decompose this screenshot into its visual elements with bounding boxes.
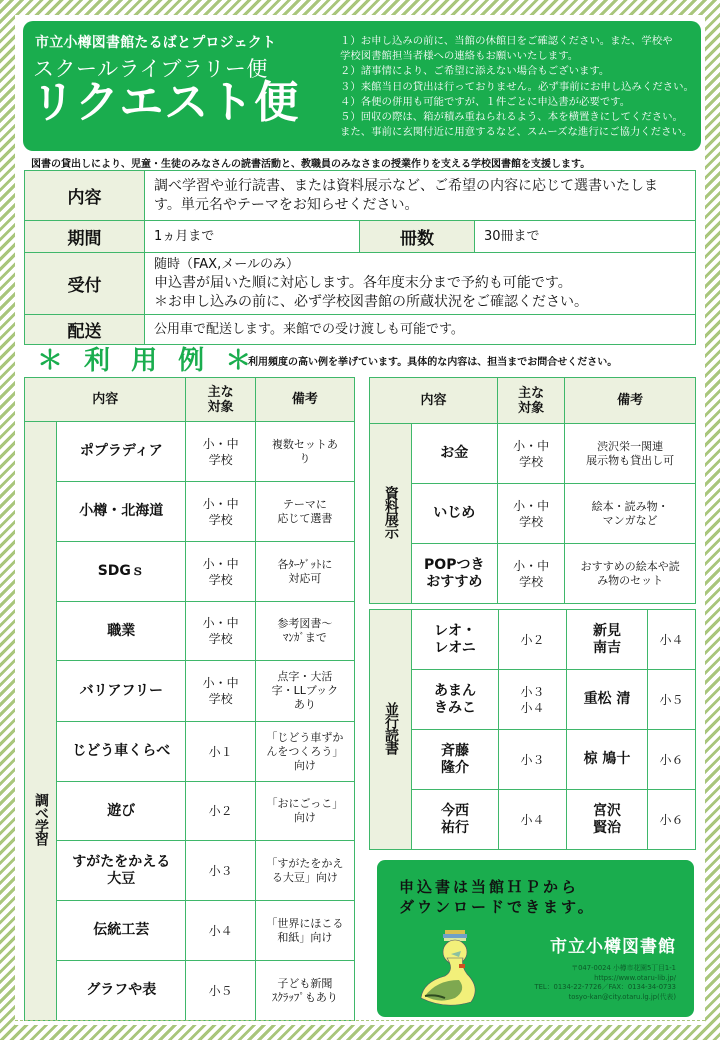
note-line: ４）各便の併用も可能ですが、１件ごとに申込書が必要です。 [340, 95, 631, 108]
target-grade: 小３ [499, 730, 567, 790]
section-note: 利用頻度の高い例を挙げています。具体的な内容は、担当までお問合せください。 [248, 357, 618, 368]
category-research-text: 調べ学習 [33, 793, 50, 845]
info-table [24, 170, 696, 345]
table-row [370, 670, 696, 730]
divider [15, 1020, 705, 1021]
download-message [399, 877, 596, 917]
library-name: 市立小樽図書館 [550, 937, 676, 957]
remarks: 「すがたをかえ る大豆」向け [255, 841, 354, 901]
col-header-target [497, 378, 564, 424]
target-grade: 小・中 学校 [186, 482, 255, 542]
topic-name: じどう車くらべ [57, 722, 186, 782]
target-grade: 小・中 学校 [186, 602, 255, 661]
research-table [24, 377, 355, 1021]
topic-name: POPつき おすすめ [411, 544, 497, 604]
topic-name: 職業 [57, 602, 186, 661]
topic-name: バリアフリー [57, 661, 186, 722]
category-parallel [370, 610, 412, 850]
phone-fax: TEL：0134-22-7726／FAX：0134-34-0733 [534, 983, 676, 992]
exhibit-table [369, 377, 696, 604]
count-value: 30冊まで [475, 221, 696, 253]
table-row [370, 484, 696, 544]
target-grade: 小・中 学校 [186, 542, 255, 602]
target-grade: 小・中 学校 [497, 424, 564, 484]
period-value: 1ヵ月まで [145, 221, 360, 253]
table-row [25, 542, 355, 602]
author-name: 新見 南吉 [567, 610, 648, 670]
remarks: 点字・大活 字・LLブック あり [255, 661, 354, 722]
target-grade: 小５ [648, 670, 696, 730]
target-grade: 小・中 学校 [497, 544, 564, 604]
col-header-remarks: 備考 [565, 378, 696, 424]
category-exhibit-text: 資料展示 [382, 485, 399, 538]
reception-value [145, 253, 696, 315]
col-header-content: 内容 [25, 378, 186, 422]
table-row [25, 961, 355, 1021]
category-parallel-text: 並行読書 [383, 701, 399, 754]
author-name: 椋 鳩十 [567, 730, 648, 790]
content-value [145, 171, 696, 221]
header-banner [23, 21, 701, 151]
page-title: リクエスト便 [31, 77, 300, 128]
topic-name: 遊び [57, 782, 186, 841]
target-grade: 小４ [499, 790, 567, 850]
table-row [370, 790, 696, 850]
header-line: 対象 [207, 399, 234, 415]
note-line: ２）諸事情により、ご希望に添えない場合もございます。 [340, 65, 610, 78]
content-line: 調べ学習や並行読書、または資料展示など、ご希望の内容に応じて選書いたしま [154, 177, 658, 194]
section-title: ＊ 利 用 例 ＊ [37, 346, 258, 376]
download-box [377, 860, 694, 1017]
topic-name: SDGｓ [57, 542, 186, 602]
col-header-content: 内容 [370, 378, 498, 424]
target-grade: 小４ [648, 610, 696, 670]
content-label: 内容 [25, 171, 145, 221]
note-line: ５）回収の際は、箱が積み重ねられるよう、本を横置きにしてください。 [340, 111, 683, 124]
topic-name: グラフや表 [57, 961, 186, 1021]
message-line: ダウンロードできます。 [399, 898, 596, 916]
reception-line: 随時（FAX,メールのみ） [154, 257, 299, 272]
author-name: 斉藤 隆介 [412, 730, 499, 790]
table-row [370, 610, 696, 670]
period-label: 期間 [25, 221, 145, 253]
contact-info [534, 964, 676, 1002]
duck-mascot-icon [415, 928, 485, 1010]
table-row [25, 422, 355, 482]
count-label: 冊数 [360, 221, 475, 253]
note-line: ３）来館当日の貸出は行っておりません。必ず事前にお申し込みください。 [340, 80, 694, 93]
table-row [25, 482, 355, 542]
note-line: 学校図書館担当者様への連絡もお願いいたします。 [340, 50, 579, 63]
service-subtitle: スクールライブラリー便 [33, 57, 268, 81]
author-name: 宮沢 賢治 [567, 790, 648, 850]
tagline: 図書の貸出しにより、児童・生徒のみなさんの読書活動と、教職員のみなさまの授業作りを支える学校図書館を支援します。 [31, 159, 591, 170]
topic-name: いじめ [411, 484, 497, 544]
remarks: 「世界にほこる 和紙」向け [255, 901, 354, 961]
remarks: 複数セットあ り [255, 422, 354, 482]
header-line: 主な [518, 385, 545, 401]
topic-name: お金 [411, 424, 497, 484]
col-header-target [186, 378, 255, 422]
table-row [370, 730, 696, 790]
target-grade: 小２ [499, 610, 567, 670]
target-grade: 小３ 小４ [499, 670, 567, 730]
remarks: 絵本・読み物・ マンガなど [565, 484, 696, 544]
category-exhibit [370, 424, 412, 604]
target-grade: 小３ [186, 841, 255, 901]
topic-name: 小樽・北海道 [57, 482, 186, 542]
target-grade: 小６ [648, 790, 696, 850]
remarks: 渋沢栄一関連 展示物も貸出し可 [565, 424, 696, 484]
reception-line: ＊お申し込みの前に、必ず学校図書館の所蔵状況をご確認ください。 [154, 294, 588, 310]
header-line: 主な [207, 384, 234, 400]
author-name: あまん きみこ [412, 670, 499, 730]
target-grade: 小１ [186, 722, 255, 782]
table-row [25, 722, 355, 782]
author-name: レオ・ レオニ [412, 610, 499, 670]
table-row [370, 424, 696, 484]
remarks: 「おにごっこ」 向け [255, 782, 354, 841]
remarks: 「じどう車ずか んをつくろう」 向け [255, 722, 354, 782]
table-row [25, 901, 355, 961]
address: 〒047-0024 小樽市花園5丁目1-1 [571, 964, 676, 972]
category-research [25, 422, 57, 1021]
table-row [370, 544, 696, 604]
note-line: １）お申し込みの前に、当館の休館日をご確認ください。また、学校や [340, 35, 673, 47]
reception-label: 受付 [25, 253, 145, 315]
author-name: 今西 祐行 [412, 790, 499, 850]
parallel-reading-table [369, 609, 696, 850]
col-header-remarks: 備考 [255, 378, 354, 422]
target-grade: 小・中 学校 [186, 661, 255, 722]
topic-name: ポプラディア [57, 422, 186, 482]
header-line: 対象 [518, 400, 545, 416]
target-grade: 小４ [186, 901, 255, 961]
author-name: 重松 清 [567, 670, 648, 730]
target-grade: 小２ [186, 782, 255, 841]
project-name: 市立小樽図書館たるばとプロジェクト [35, 35, 277, 51]
table-row [25, 602, 355, 661]
content-line: す。単元名やテーマをお知らせください。 [154, 196, 419, 213]
website-link[interactable]: https://www.otaru-lib.jp/ [594, 973, 676, 982]
delivery-label: 配送 [25, 315, 145, 345]
table-row [25, 661, 355, 722]
target-grade: 小・中 学校 [497, 484, 564, 544]
table-row [25, 841, 355, 901]
remarks: 子ども新聞 ｽｸﾗｯﾌﾟもあり [255, 961, 354, 1021]
target-grade: 小５ [186, 961, 255, 1021]
table-row [25, 782, 355, 841]
remarks: おすすめの絵本や読 み物のセット [565, 544, 696, 604]
flyer [15, 15, 705, 1025]
topic-name: すがたをかえる 大豆 [57, 841, 186, 901]
notes-list [340, 34, 700, 140]
topic-name: 伝統工芸 [57, 901, 186, 961]
remarks: テーマに 応じて選書 [255, 482, 354, 542]
remarks: 参考図書～ ﾏﾝｶﾞまで [255, 602, 354, 661]
target-grade: 小・中 学校 [186, 422, 255, 482]
remarks: 各ﾀｰｹﾞｯﾄに 対応可 [255, 542, 354, 602]
email-link[interactable]: tosyo-kan@city.otaru.lg.jp(代表) [568, 992, 676, 1001]
note-line: また、事前に玄関付近に用意するなど、スムーズな進行にご協力ください。 [340, 126, 693, 139]
target-grade: 小６ [648, 730, 696, 790]
delivery-value: 公用車で配送します。来館での受け渡しも可能です。 [145, 315, 696, 345]
message-line: 申込書は当館ＨＰから [399, 878, 580, 896]
reception-line: 申込書が届いた順に対応します。各年度末分まで予約も可能です。 [154, 275, 572, 291]
